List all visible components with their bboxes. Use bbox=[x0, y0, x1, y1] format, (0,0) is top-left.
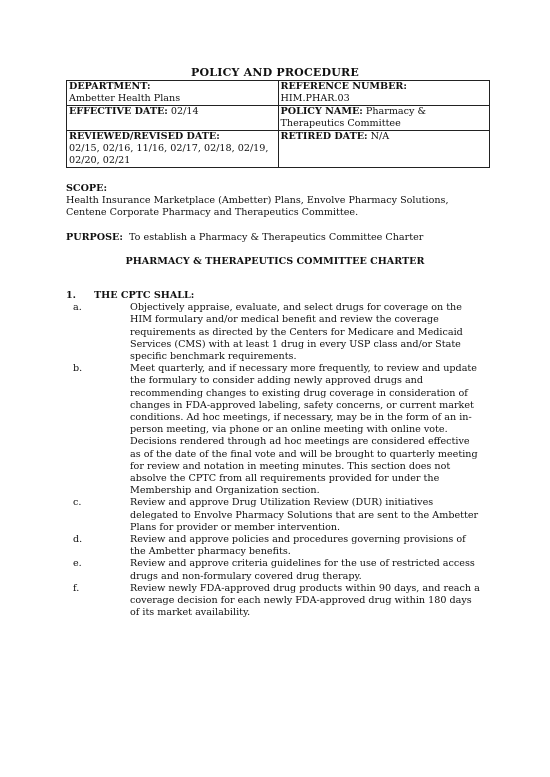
item-text: Review and approve Drug Utilization Review (DUR) initiatives delegated to Envolve Pharmacy Solutions that are sent to the Ambetter Plans for provider or member intervention. bbox=[130, 497, 479, 533]
effective-date-label: EFFECTIVE DATE: bbox=[69, 106, 168, 117]
scope-label: SCOPE: bbox=[66, 183, 107, 194]
item-text: Meet quarterly, and if necessary more frequently, to review and update the formulary to consider adding newly approved drugs and recommending changes to existing drug coverage in consideration of changes in FDA-approved labeling, safety concerns, or current market conditions. Ad hoc meetings, if necessary, may be in the form of an in-person meeting, via phone or an online meeting with online vote. Decisions rendered through ad hoc meetings are considered effective as of the date of the final vote and will be brought to quarterly meeting for review and notation in meeting minutes. This section does not absolve the CPTC from all requirements provided for under the Membership and Organization section. bbox=[130, 363, 478, 497]
purpose-label: PURPOSE: bbox=[66, 232, 123, 243]
reference-value: HIM.PHAR.03 bbox=[280, 93, 350, 104]
item-text: Review newly FDA-approved drug products within 90 days, and reach a coverage decision for each newly FDA-approved drug within 180 days of its market availability. bbox=[130, 582, 480, 619]
retired-date-label: RETIRED DATE: bbox=[280, 131, 368, 142]
department-label: DEPARTMENT: bbox=[69, 81, 151, 92]
item-text: Review and approve policies and procedures governing provisions of the Ambetter pharmacy benefits. bbox=[130, 534, 466, 558]
item-letter: e. bbox=[73, 558, 82, 570]
department-cell bbox=[67, 81, 279, 106]
list-item bbox=[66, 363, 490, 497]
effective-date-cell bbox=[67, 106, 279, 131]
policy-name-cell bbox=[278, 106, 490, 131]
charter-title: PHARMACY & THERAPEUTICS COMMITTEE CHARTER bbox=[125, 256, 425, 267]
department-value: Ambetter Health Plans bbox=[69, 93, 181, 104]
purpose-text: To establish a Pharmacy & Therapeutics Committee Charter bbox=[129, 232, 424, 243]
reference-cell bbox=[278, 81, 490, 106]
list-item bbox=[66, 583, 490, 620]
policy-header-table bbox=[66, 80, 490, 168]
item-letter: b. bbox=[73, 363, 83, 375]
section-cptc-duties bbox=[66, 290, 490, 619]
purpose-block bbox=[66, 232, 490, 244]
item-letter: a. bbox=[73, 302, 82, 314]
section-label: THE CPTC SHALL: bbox=[94, 290, 195, 301]
list-item bbox=[66, 302, 490, 363]
reference-label: REFERENCE NUMBER: bbox=[280, 81, 407, 92]
policy-name-label: POLICY NAME: bbox=[280, 106, 363, 117]
list-item bbox=[66, 497, 490, 534]
item-letter: c. bbox=[73, 497, 82, 509]
item-letter: d. bbox=[73, 534, 83, 546]
section-number: 1. bbox=[66, 290, 77, 301]
scope-text: Health Insurance Marketplace (Ambetter) Plans, Envolve Pharmacy Solutions, Centene Corporate Pharmacy and Therapeutics Committee. bbox=[66, 195, 449, 219]
scope-block bbox=[66, 183, 490, 220]
reviewed-date-cell bbox=[67, 131, 279, 168]
policy-name-value: Pharmacy & Therapeutics Committee bbox=[280, 106, 427, 129]
item-text: Objectively appraise, evaluate, and select drugs for coverage on the HIM formulary and/or medical benefit and review the coverage requirements as directed by the Centers for Medicare and Medicaid Services (CMS) with at least 1 drug in every USP class and/or State specific benchmark requirements. bbox=[130, 302, 463, 363]
list-item bbox=[66, 534, 490, 558]
retired-date-cell bbox=[278, 131, 490, 168]
section-heading bbox=[66, 290, 490, 302]
reviewed-date-label: REVIEWED/REVISED DATE: bbox=[69, 131, 220, 142]
item-letter: f. bbox=[73, 582, 80, 594]
document-title: POLICY AND PROCEDURE bbox=[191, 66, 359, 79]
item-text: Review and approve criteria guidelines for the use of restricted access drugs and non-formulary covered drug therapy. bbox=[130, 558, 475, 582]
list-item bbox=[66, 558, 490, 582]
reviewed-date-value: 02/15, 02/16, 11/16, 02/17, 02/18, 02/19, 02/20, 02/21 bbox=[69, 143, 269, 166]
retired-date-value: N/A bbox=[370, 131, 390, 142]
effective-date-value: 02/14 bbox=[170, 106, 199, 117]
